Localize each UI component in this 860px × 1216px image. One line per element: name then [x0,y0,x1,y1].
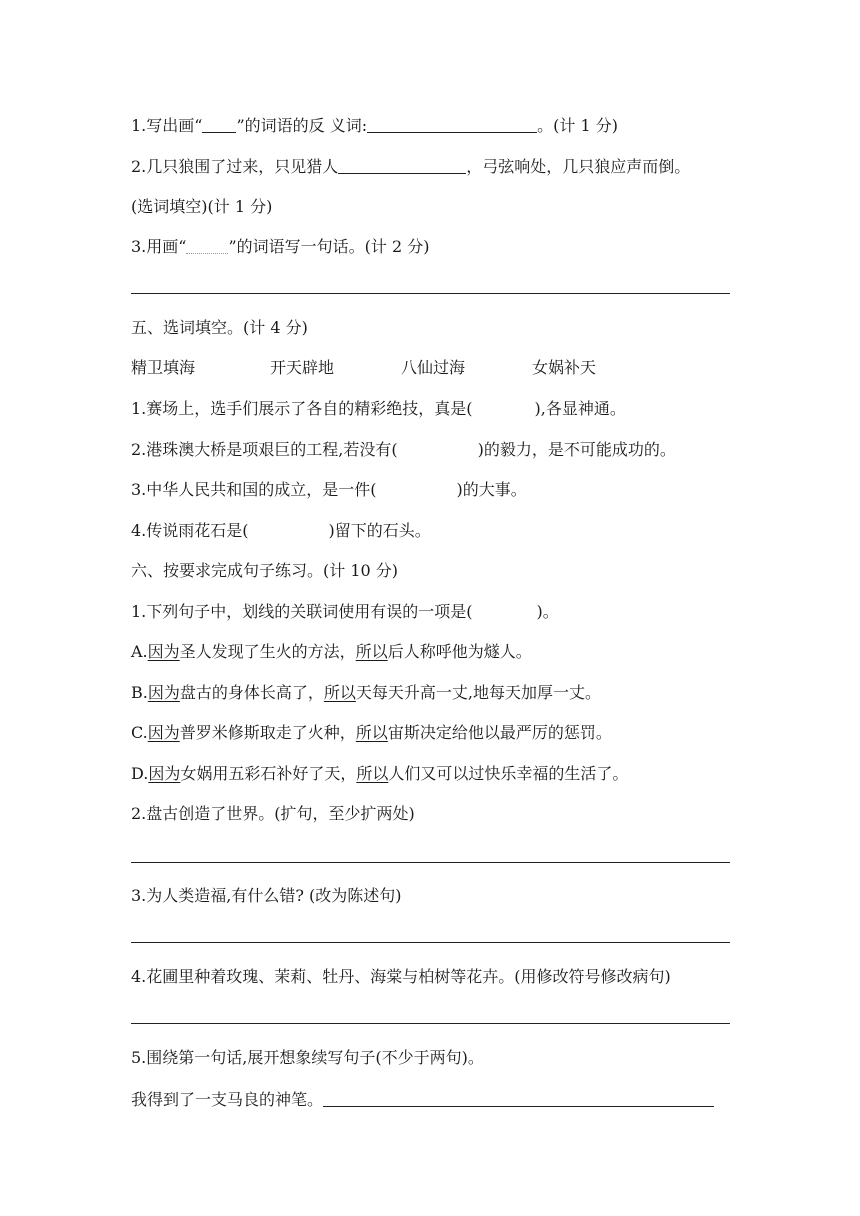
q4-item2: 2.几只狼围了过来，只见猎人 ，弓弦响处，几只狼应声而倒。 [131,157,691,176]
continuation-answer-line[interactable] [323,1090,714,1107]
q6-item5-start: 我得到了一支马良的神笔。 [131,1090,714,1110]
dotted-underline-marker [186,237,228,254]
section6-title: 六、按要求完成句子练习。(计 10 分) [131,561,399,580]
underlined-conjunction: 因为 [147,723,180,742]
underlined-conjunction: 所以 [355,723,388,742]
q4-item2-note: (选词填空)(计 1 分) [131,197,273,216]
q5-item2: 2.港珠澳大桥是项艰巨的工程,若没有( )的毅力，是不可能成功的。 [131,440,676,459]
q6-item5: 5.围绕第一句话,展开想象续写句子(不少于两句)。 [131,1048,484,1067]
q5-item3: 3.中华人民共和国的成立，是一件( )的大事。 [131,480,527,499]
option-c[interactable]: C.因为普罗米修斯取走了火种，所以宙斯决定给他以最严厉的惩罚。 [131,723,612,742]
word-option: 开天辟地 [270,358,335,377]
answer-line[interactable] [131,1023,730,1024]
underlined-conjunction: 所以 [356,764,389,783]
answer-line[interactable] [131,293,730,294]
q4-item3: 3.用画“ ”的词语写一句话。(计 2 分) [131,237,430,256]
q6-item1: 1.下列句子中，划线的关联词使用有误的一项是( )。 [131,602,559,621]
q4-item1: 1.写出画“ ”的词语的反 义词: 。(计 1 分) [131,116,618,135]
q6-item4: 4.花圃里种着玫瑰、茉莉、牡丹、海棠与柏树等花卉。(用修改符号修改病句) [131,967,671,986]
word-bank [131,358,596,378]
q5-item4: 4.传说雨花石是( )留下的石头。 [131,521,431,540]
word-option: 精卫填海 [131,358,196,377]
short-underline-blank[interactable] [202,116,236,133]
underlined-conjunction: 所以 [323,683,356,702]
underlined-conjunction: 因为 [147,683,180,702]
answer-line[interactable] [131,942,730,943]
q6-item3: 3.为人类造福,有什么错? (改为陈述句) [131,886,402,905]
underlined-conjunction: 因为 [148,764,181,783]
antonym-answer-blank[interactable] [367,116,537,133]
word-fill-blank[interactable] [338,157,466,174]
section5-title: 五、选词填空。(计 4 分) [131,318,308,337]
word-option: 八仙过海 [401,358,466,377]
underlined-conjunction: 因为 [147,642,180,661]
q5-item1: 1.赛场上，选手们展示了各自的精彩绝技，真是( ),各显神通。 [131,399,626,418]
option-d[interactable]: D.因为女娲用五彩石补好了天，所以人们又可以过快乐幸福的生活了。 [131,764,629,783]
option-a[interactable]: A.因为圣人发现了生火的方法，所以后人称呼他为燧人。 [131,642,532,661]
q6-item2: 2.盘古创造了世界。(扩句，至少扩两处) [131,804,415,823]
underlined-conjunction: 所以 [355,642,388,661]
option-b[interactable]: B.因为盘古的身体长高了，所以天每天升高一丈,地每天加厚一丈。 [131,683,601,702]
word-option: 女娲补天 [532,358,597,377]
answer-line[interactable] [131,862,730,863]
